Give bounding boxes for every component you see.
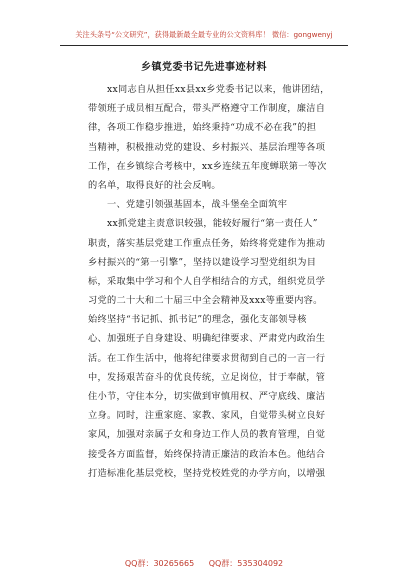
footer-qq-group-2: QQ群：535304092 [208, 559, 284, 568]
text-line: 住小节，守住本分，切实做到审慎用权、严守底线、廉洁 [88, 391, 326, 402]
footer [0, 558, 408, 569]
text-line: 职责，落实基层党建工作重点任务，始终将党建作为推动 [88, 237, 326, 249]
text-line: 活。在工作生活中，他将纪律要求贯彻到自己的一言一行 [88, 352, 326, 364]
document-title: 乡镇党委书记先进事迹材料 [141, 62, 267, 73]
text-line: 当精神，积极推动党的建设、乡村振兴、基层治理等各项 [88, 141, 326, 153]
text-line: 一、党建引领强基固本，战斗堡垒全面筑牢 [107, 199, 288, 211]
text-line: xx同志自从担任xx县xx乡党委书记以来，他讲团结， [107, 84, 330, 95]
header-divider [60, 45, 348, 46]
text-line: 心、加强班子自身建设、明确纪律要求、严肃党内政治生 [88, 333, 326, 345]
text-line: 家风，加强对亲属子女和身边工作人员的教育管理，自觉 [88, 429, 326, 441]
text-line: 立身。同时，注重家庭、家教、家风，自觉带头树立良好 [88, 410, 326, 422]
text-line: xx抓党建主责意识较强，能较好履行“第一责任人” [107, 218, 318, 230]
text-line: 律，各项工作稳步推进，始终秉持“功成不必在我”的担 [88, 122, 317, 134]
footer-qq-group-1: QQ群：30265665 [124, 559, 195, 568]
text-line: 接受各方面监督，始终保持清正廉洁的政治本色。他结合 [88, 448, 326, 460]
text-line: 乡村振兴的“第一引擎”，坚持以建设学习型党组织为目 [88, 256, 317, 268]
text-line: 工作，在乡镇综合考核中，xx乡连续五年度蝉联第一等次 [88, 160, 327, 172]
text-line: 打造标准化基层党校，坚持党校姓党的办学方向，以增强 [88, 467, 326, 479]
text-line: 习党的二十大和二十届三中全会精神及xxx等重要内容。 [88, 295, 323, 307]
text-line: 中，发扬艰苦奋斗的优良传统，立足岗位，甘于奉献，管 [88, 371, 326, 383]
text-line: 的名单，取得良好的社会反响。 [88, 179, 221, 191]
text-line: 标，采取集中学习和个人自学相结合的方式，组织党员学 [88, 275, 326, 287]
document-body [88, 80, 350, 483]
promo-banner: 关注头条号“公文研究”，获得最新最全最专业的公文资料库！ 微信：gongwenyj [75, 30, 333, 39]
text-line: 始终坚持“书记抓、抓书记”的理念，强化支部领导核 [88, 314, 307, 326]
text-line: 带领班子成员相互配合，带头严格遵守工作制度，廉洁自 [88, 103, 326, 115]
